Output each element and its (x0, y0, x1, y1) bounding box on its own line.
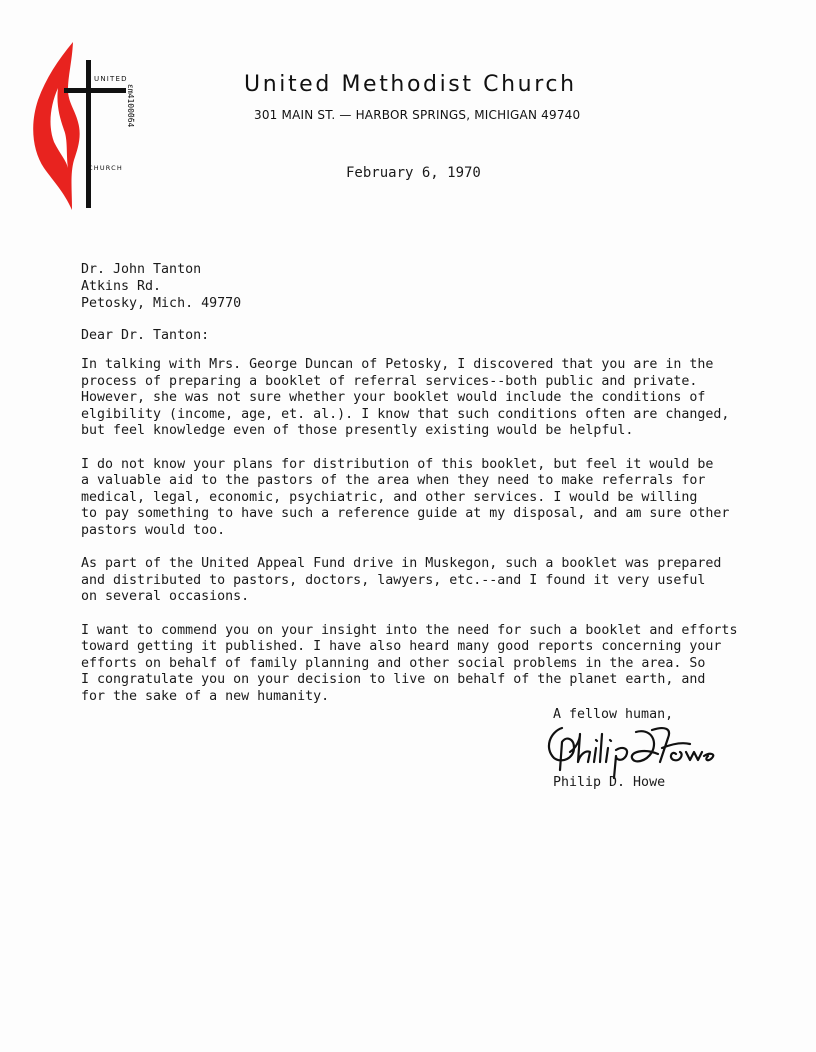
recipient-address-block (81, 261, 241, 312)
body-line: I do not know your plans for distribution of this booklet, but feel it would be (81, 456, 714, 472)
recipient-name: Dr. John Tanton (81, 262, 202, 277)
body-line: process of preparing a booklet of referral services--both public and private. (81, 373, 698, 389)
complimentary-close: A fellow human, (553, 707, 674, 722)
church-address: 301 MAIN ST. — HARBOR SPRINGS, MICHIGAN 49740 (254, 108, 581, 122)
body-line: As part of the United Appeal Fund drive in Muskegon, such a booklet was prepared (81, 556, 722, 572)
body-line: a valuable aid to the pastors of the area when they need to make referrals for (81, 473, 706, 489)
cross-horizontal (64, 88, 126, 93)
body-line: toward getting it published. I have also heard many good reports concerning your (81, 639, 722, 655)
body-line: efforts on behalf of family planning and other social problems in the area. So (81, 655, 706, 671)
cross-vertical (86, 60, 91, 208)
paragraph-1 (81, 357, 761, 440)
body-line: elgibility (income, age, et. al.). I know that such conditions often are changed, (81, 406, 730, 422)
church-name: United Methodist Church (244, 72, 577, 97)
body-line: to pay something to have such a reference guide at my disposal, and am sure other (81, 506, 730, 522)
recipient-city: Petosky, Mich. 49770 (81, 296, 242, 311)
body-line: However, she was not sure whether your booklet would include the conditions of (81, 390, 706, 406)
salutation: Dear Dr. Tanton: (81, 328, 210, 343)
paragraph-2 (81, 457, 761, 540)
paragraph-3 (81, 556, 761, 606)
body-line: for the sake of a new humanity. (81, 688, 330, 704)
logo-text-top: UNITED (94, 75, 128, 83)
letter-date: February 6, 1970 (346, 165, 481, 181)
body-line: and distributed to pastors, doctors, lawyers, etc.--and I found it very useful (81, 572, 706, 588)
paragraph-4 (81, 623, 761, 706)
body-line: In talking with Mrs. George Duncan of Petosky, I discovered that you are in the (81, 357, 714, 372)
body-line: but feel knowledge even of those presently existing would be helpful. (81, 423, 634, 439)
united-methodist-cross-flame-logo (28, 40, 138, 212)
handwritten-signature (540, 718, 720, 782)
body-line: pastors would too. (81, 522, 226, 538)
body-line: medical, legal, economic, psychiatric, and other services. I would be willing (81, 489, 698, 505)
body-line: I want to commend you on your insight into the need for such a booklet and efforts (81, 622, 738, 638)
body-line: I congratulate you on your decision to live on behalf of the planet earth, and (81, 672, 706, 688)
logo-side-code: ɛm4100̈0̈64 (126, 84, 135, 128)
body-line: on several occasions. (81, 589, 250, 605)
signer-name: Philip D. Howe (553, 775, 666, 790)
logo-text-bottom: CHURCH (88, 164, 124, 172)
recipient-street: Atkins Rd. (81, 279, 162, 294)
letter-body (81, 357, 761, 722)
